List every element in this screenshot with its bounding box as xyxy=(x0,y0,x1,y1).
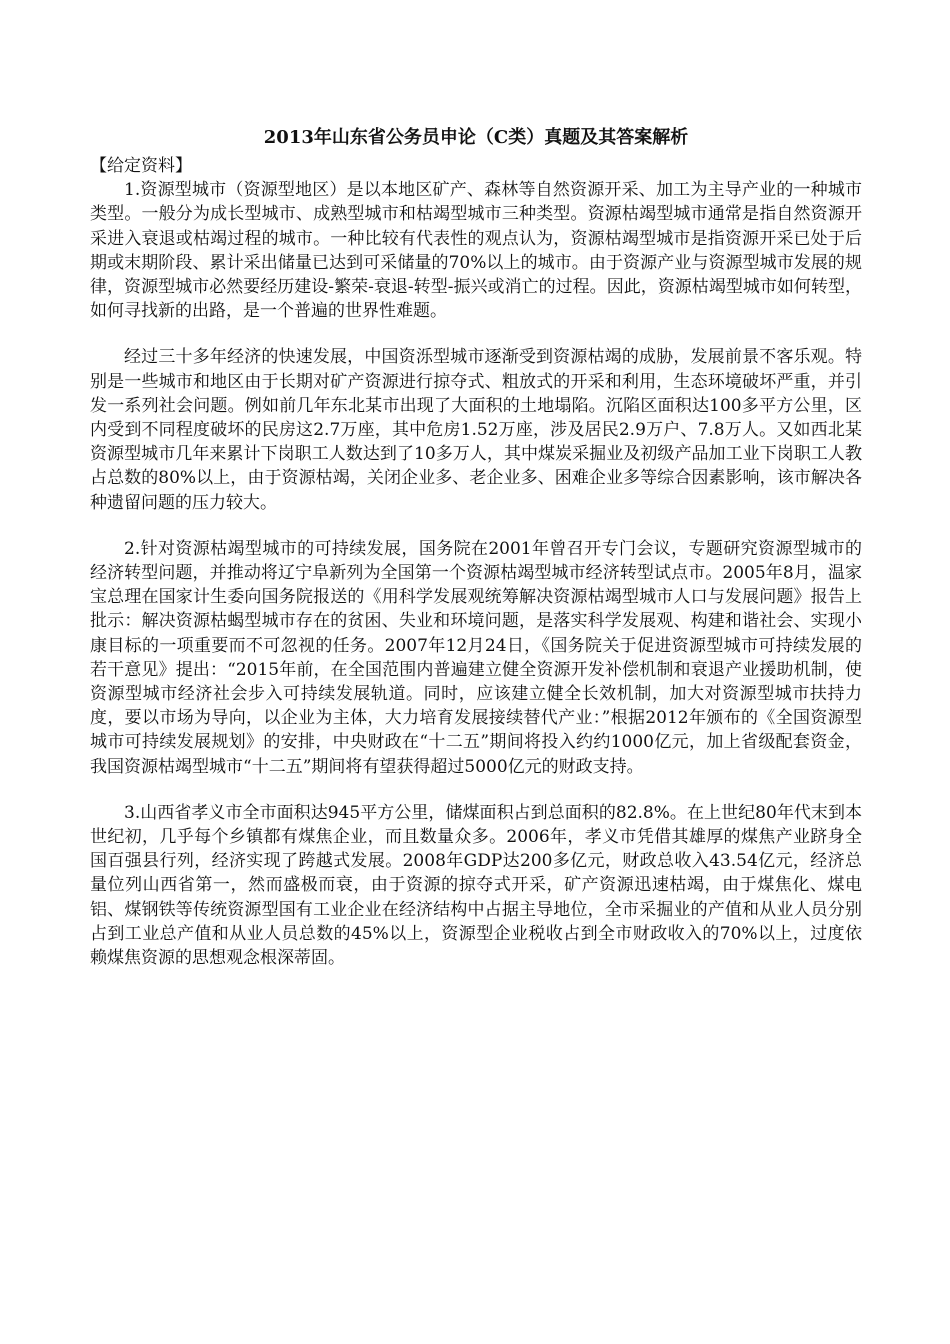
paragraph-4: 3.山西省孝义市全市面积达945平方公里，储煤面积占到总面积的82.8%。在上世纪80年代末到本世纪初，几乎每个乡镇都有煤焦企业，而且数量众多。2006年，孝义市凭借其雄厚的煤焦产业跻身全国百强县行列，经济实现了跨越式发展。2008年GDP达200多亿元，财政总收入43.54亿元，经济总量位列山西省第一，然而盛极而衰，由于资源的掠夺式开采，矿产资源迅速枯竭，由于煤焦化、煤电铝、煤钢铁等传统资源型国有工业企业在经济结构中占据主导地位，全市采掘业的产值和从业人员分别占到工业总产值和从业人员总数的45%以上，资源型企业税收占到全市财政收入的70%以上，过度依赖煤焦资源的思想观念根深蒂固。 xyxy=(90,802,862,969)
document-page xyxy=(90,124,862,970)
paragraph-1: 1.资源型城市（资源型地区）是以本地区矿产、森林等自然资源开采、加工为主导产业的一种城市类型。一般分为成长型城市、成熟型城市和枯竭型城市三种类型。资源枯竭型城市通常是指自然资源开采进入衰退或枯竭过程的城市。一种比较有代表性的观点认为，资源枯竭型城市是指资源开采已处于后期或末期阶段、累计采出储量已达到可采储量的70%以上的城市。由于资源产业与资源型城市发展的规律，资源型城市必然要经历建设-繁荣-衰退-转型-振兴或消亡的过程。因此，资源枯竭型城市如何转型，如何寻找新的出路，是一个普遍的世界性难题。 xyxy=(90,180,862,322)
paragraph-2: 经过三十多年经济的快速发展，中国资泺型城市逐渐受到资源枯竭的成胁，发展前景不客乐观。特别是一些城市和地区由于长期对矿产资源进行掠夺式、粗放式的开采和利用，生态环境破坏严重，并引发一系列社会问题。例如前几年东北某市出现了大面积的土地塌陷。沉陷区面积达100多平方公里，区内受到不同程度破坏的民房这2.7万座，其中危房1.52万座，涉及居民2.9万户、7.8万人。又如西北某资源型城市几年来累计下岗职工人数达到了10多万人，其中煤炭采掘业及初级产品加工业下岗职工人教占总数的80%以上，由于资源枯竭，关闭企业多、老企业多、困难企业多等综合因素影响，该市解决各种遗留问题的压力较大。 xyxy=(90,347,862,513)
section-label: 【给定资料】 xyxy=(90,156,192,176)
paragraph-3: 2.针对资源枯竭型城市的可持续发展，国务院在2001年曾召开专门会议，专题研究资源型城市的经济转型问题，并推动将辽宁阜新列为全国第一个资源枯竭型城市经济转型试点市。2005年8月，温家宝总理在国家计生委向国务院报送的《用科学发展观统筹解决资源枯竭型城市人口与发展问题》报告上批示：解决资源枯蝎型城市存在的贫困、失业和环境问题，是落实科学发展观、构建和谐社会、实现小康目标的一项重要而不可忽视的任务。2007年12月24日，《国务院关于促进资源型城市可持续发展的若干意见》提出：“2015年前，在全国范围内普遍建立健全资源开发补偿机制和衰退产业援助机制，使资源型城市经济社会步入可持续发展轨道。同时，应该建立健全长效机制，加大对资源型城市扶持力度，要以市场为导向，以企业为主体，大力培育发展接续替代产业：”根据2012年颁布的《全国资源型城市可持续发展规划》的安排，中央财政在“十二五”期间将投入约约1000亿元，加上省级配套资金，我国资源枯竭型城市“十二五”期间将有望获得超过5000亿元的财政支持。 xyxy=(90,538,862,777)
document-title: 2013年山东省公务员申论（C类）真题及其答案解析 xyxy=(263,127,689,148)
